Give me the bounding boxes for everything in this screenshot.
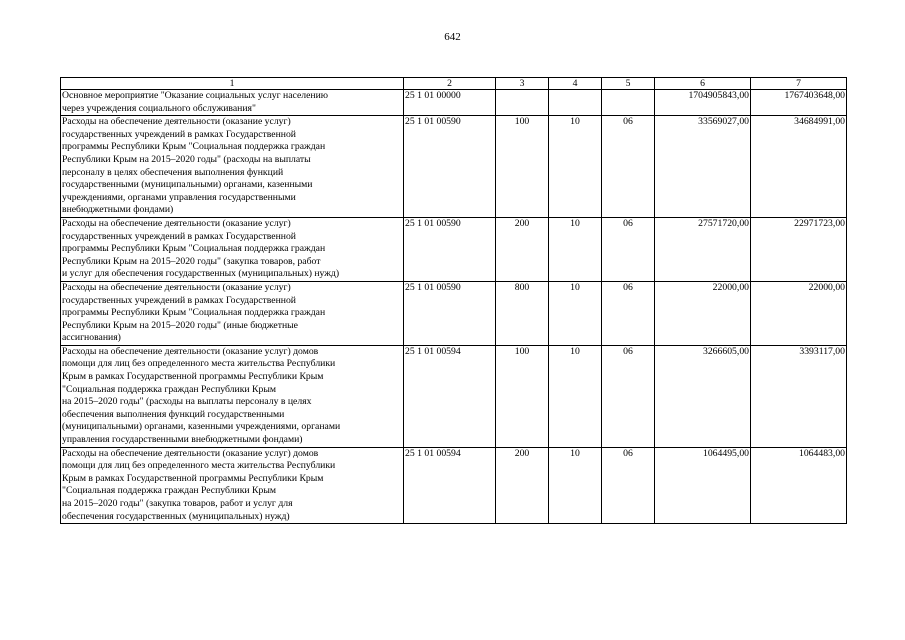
page-number: 642 [444,31,461,43]
row-subsection [602,90,655,116]
row-description: Расходы на обеспечение деятельности (оказание услуг) государственных учреждений в рамках Государственной программы Республики Крым "Социальная поддержка граждан Республики Крым на 2015–2020 годы" (иные бюджетные ассигнования) [61,281,404,345]
row-target-code: 25 1 01 00594 [404,345,496,447]
table-row [61,116,847,218]
table-row [61,281,847,345]
row-subsection: 06 [602,345,655,447]
row-expense-type: 100 [496,116,549,218]
header-col-6: 6 [655,78,751,90]
row-target-code: 25 1 01 00000 [404,90,496,116]
row-target-code: 25 1 01 00590 [404,217,496,281]
table-header [61,78,847,90]
row-section: 10 [549,281,602,345]
row-target-code: 25 1 01 00590 [404,281,496,345]
row-amount-1: 3266605,00 [655,345,751,447]
row-description: Расходы на обеспечение деятельности (оказание услуг) государственных учреждений в рамках Государственной программы Республики Крым "Социальная поддержка граждан Республики Крым на 2015–2020 годы" (расходы на выплаты персоналу в целях обеспечения выполнения функций государственными (муниципальными) органами, казенными учреждениями, органами управления государственными внебюджетными фондами) [61,116,404,218]
row-description: Расходы на обеспечение деятельности (оказание услуг) государственных учреждений в рамках Государственной программы Республики Крым "Социальная поддержка граждан Республики Крым на 2015–2020 годы" (закупка товаров, работ и услуг для обеспечения государственных (муниципальных) нужд) [61,217,404,281]
budget-table [60,77,847,524]
row-amount-1: 1704905843,00 [655,90,751,116]
row-expense-type [496,90,549,116]
row-amount-1: 22000,00 [655,281,751,345]
row-section: 10 [549,345,602,447]
table-body [61,90,847,524]
row-amount-1: 33569027,00 [655,116,751,218]
row-target-code: 25 1 01 00594 [404,447,496,524]
row-section: 10 [549,447,602,524]
row-section: 10 [549,116,602,218]
row-expense-type: 100 [496,345,549,447]
row-amount-2: 1064483,00 [751,447,847,524]
row-expense-type: 800 [496,281,549,345]
row-amount-1: 27571720,00 [655,217,751,281]
row-amount-2: 1767403648,00 [751,90,847,116]
table-row [61,345,847,447]
row-section: 10 [549,217,602,281]
row-expense-type: 200 [496,447,549,524]
row-amount-2: 3393117,00 [751,345,847,447]
header-col-1: 1 [61,78,404,90]
header-col-3: 3 [496,78,549,90]
row-amount-2: 22000,00 [751,281,847,345]
row-amount-1: 1064495,00 [655,447,751,524]
header-col-5: 5 [602,78,655,90]
header-col-7: 7 [751,78,847,90]
table-row [61,447,847,524]
table-row [61,217,847,281]
row-amount-2: 22971723,00 [751,217,847,281]
row-expense-type: 200 [496,217,549,281]
row-subsection: 06 [602,116,655,218]
table-row [61,90,847,116]
header-row [61,78,847,90]
header-col-4: 4 [549,78,602,90]
row-amount-2: 34684991,00 [751,116,847,218]
row-target-code: 25 1 01 00590 [404,116,496,218]
header-col-2: 2 [404,78,496,90]
row-subsection: 06 [602,217,655,281]
row-subsection: 06 [602,447,655,524]
row-subsection: 06 [602,281,655,345]
row-description: Расходы на обеспечение деятельности (оказание услуг) домов помощи для лиц без определенного места жительства Республики Крым в рамках Государственной программы Республики Крым "Социальная поддержка граждан Республики Крым на 2015–2020 годы" (закупка товаров, работ и услуг для обеспечения государственных (муниципальных) нужд) [61,447,404,524]
row-section [549,90,602,116]
row-description: Основное мероприятие "Оказание социальных услуг населению через учреждения социального обслуживания" [61,90,404,116]
row-description: Расходы на обеспечение деятельности (оказание услуг) домов помощи для лиц без определенного места жительства Республики Крым в рамках Государственной программы Республики Крым "Социальная поддержка граждан Республики Крым на 2015–2020 годы" (расходы на выплаты персоналу в целях обеспечения выполнения функций государственными (муниципальными) органами, казенными учреждениями, органами управления государственными внебюджетными фондами) [61,345,404,447]
